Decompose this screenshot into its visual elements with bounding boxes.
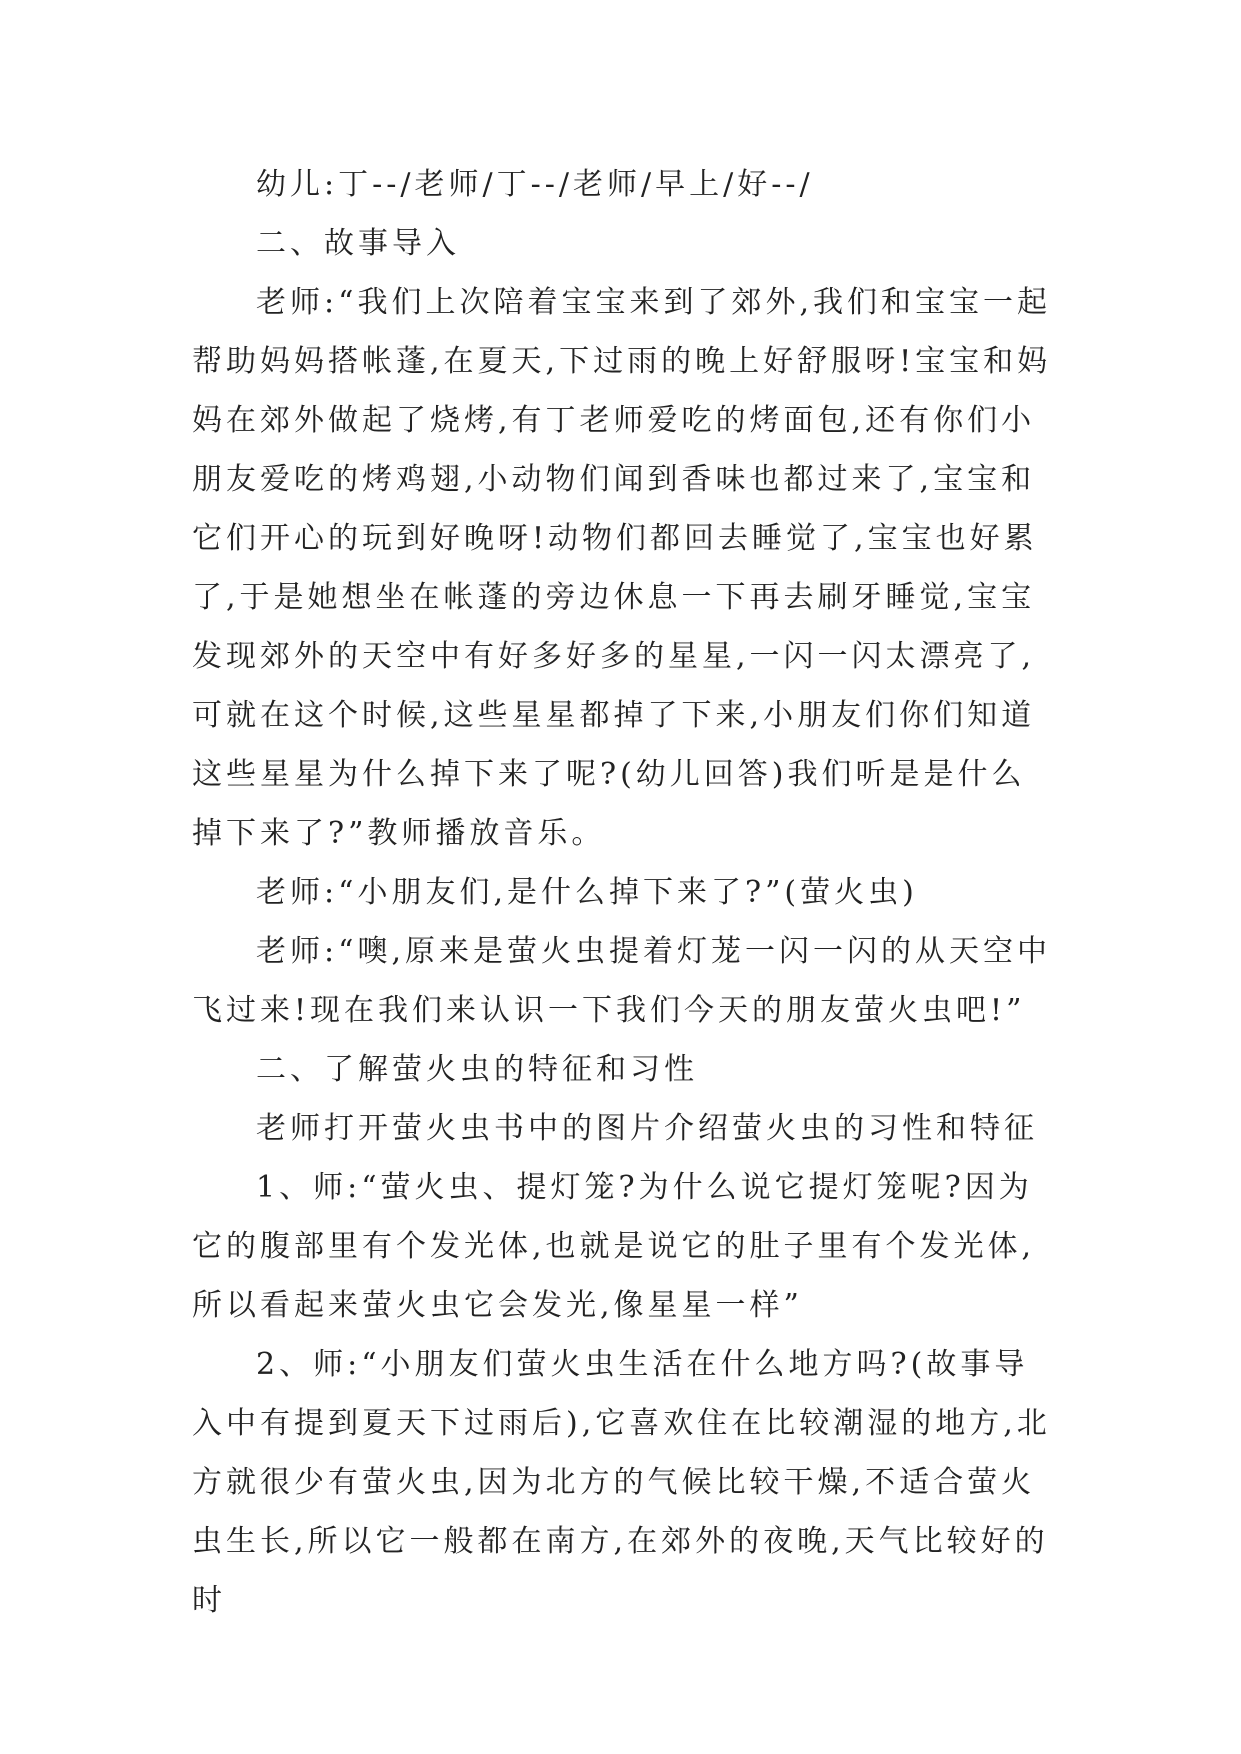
- paragraph-point-1: 1、师:“萤火虫、提灯笼?为什么说它提灯笼呢?因为它的腹部里有个发光体,也就是说它的肚子里有个发光体,所以看起来萤火虫它会发光,像星星一样”: [192, 1170, 1036, 1323]
- section-heading-story-intro: 二、故事导入: [256, 226, 460, 261]
- paragraph-firefly-intro: 老师:“噢,原来是萤火虫提着灯茏一闪一闪的从天空中飞过来!现在我们来认识一下我们今天的朋友萤火虫吧!”: [192, 934, 1051, 1028]
- paragraph-story: 老师:“我们上次陪着宝宝来到了郊外,我们和宝宝一起帮助妈妈搭帐蓬,在夏天,下过雨的晚上好舒服呀!宝宝和妈妈在郊外做起了烧烤,有丁老师爱吃的烤面包,还有你们小朋友爱吃的烤鸡翅,小动物们闻到香味也都过来了,宝宝和它们开心的玩到好晚呀!动物们都回去睡觉了,宝宝也好累了,于是她想坐在帐蓬的旁边休息一下再去刷牙睡觉,宝宝发现郊外的天空中有好多好多的星星,一闪一闪太漂亮了,可就在这个时候,这些星星都掉了下来,小朋友们你们知道这些星星为什么掉下来了呢?(幼儿回答)我们听是是什么掉下来了?”教师播放音乐。: [192, 285, 1052, 851]
- document-body: [192, 155, 1052, 1630]
- paragraph-picture-intro: 老师打开萤火虫书中的图片介绍萤火虫的习性和特征: [256, 1111, 1038, 1146]
- paragraph-point-2: 2、师:“小朋友们萤火虫生活在什么地方吗?(故事导入中有提到夏天下过雨后),它喜欢住在比较潮湿的地方,北方就很少有萤火虫,因为北方的气候比较干燥,不适合萤火虫生长,所以它一般都在南方,在郊外的夜晚,天气比较好的时: [192, 1347, 1051, 1618]
- paragraph-question: 老师:“小朋友们,是什么掉下来了?”(萤火虫): [256, 875, 918, 910]
- section-heading-firefly-traits: 二、了解萤火虫的特征和习性: [256, 1052, 698, 1087]
- paragraph-greeting: 幼儿:丁--/老师/丁--/老师/早上/好--/: [256, 167, 814, 202]
